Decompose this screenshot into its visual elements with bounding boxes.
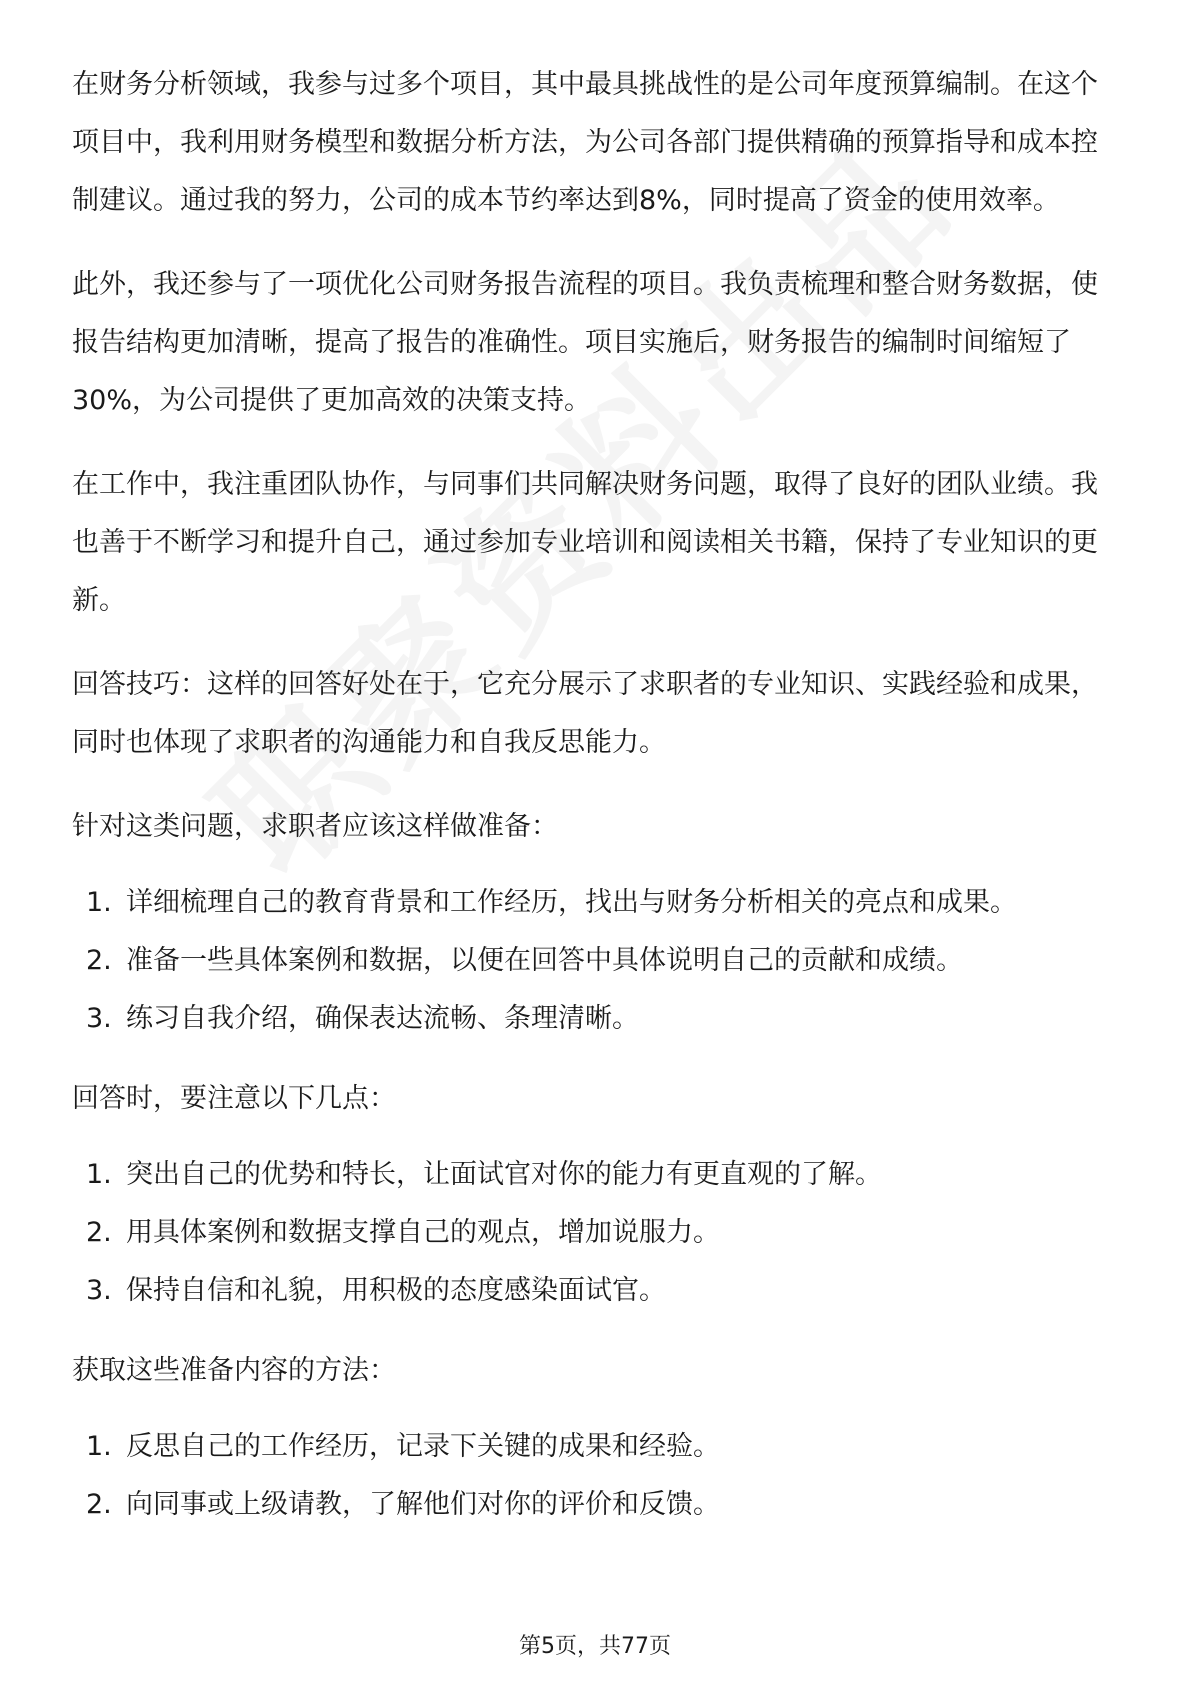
list-number: 2. <box>86 1489 112 1520</box>
list-number: 1. <box>86 1159 112 1190</box>
list-item <box>72 932 1122 990</box>
document-body <box>72 56 1122 1556</box>
list-item <box>72 1476 1122 1534</box>
list-text: 保持自信和礼貌，用积极的态度感染面试官。 <box>126 1275 666 1306</box>
list-item <box>72 1146 1122 1204</box>
list-number: 1. <box>86 1431 112 1462</box>
list-text: 详细梳理自己的教育背景和工作经历，找出与财务分析相关的亮点和成果。 <box>126 887 1017 918</box>
paragraph-methods-heading: 获取这些准备内容的方法： <box>72 1355 396 1386</box>
paragraph-project-budget: 在财务分析领域，我参与过多个项目，其中最具挑战性的是公司年度预算编制。在这个项目中，我利用财务模型和数据分析方法，为公司各部门提供精确的预算指导和成本控制建议。通过我的努力，公司的成本节约率达到8%，同时提高了资金的使用效率。 <box>72 69 1098 216</box>
list-number: 3. <box>86 1275 112 1306</box>
list-number: 2. <box>86 945 112 976</box>
list-text: 准备一些具体案例和数据，以便在回答中具体说明自己的贡献和成绩。 <box>126 945 963 976</box>
list-text: 练习自我介绍，确保表达流畅、条理清晰。 <box>126 1003 639 1034</box>
answer-notes-list <box>72 1146 1122 1320</box>
paragraph-answer-notes-heading: 回答时，要注意以下几点： <box>72 1083 396 1114</box>
paragraph-report-process: 此外，我还参与了一项优化公司财务报告流程的项目。我负责梳理和整合财务数据，使报告结构更加清晰，提高了报告的准确性。项目实施后，财务报告的编制时间缩短了30%，为公司提供了更加高效的决策支持。 <box>72 269 1098 416</box>
methods-list <box>72 1418 1122 1534</box>
list-item <box>72 874 1122 932</box>
preparation-list <box>72 874 1122 1048</box>
list-text: 反思自己的工作经历，记录下关键的成果和经验。 <box>126 1431 720 1462</box>
list-text: 向同事或上级请教，了解他们对你的评价和反馈。 <box>126 1489 720 1520</box>
list-number: 2. <box>86 1217 112 1248</box>
list-item <box>72 1204 1122 1262</box>
list-item <box>72 1262 1122 1320</box>
list-number: 3. <box>86 1003 112 1034</box>
paragraph-preparation-heading: 针对这类问题，求职者应该这样做准备： <box>72 811 558 842</box>
list-number: 1. <box>86 887 112 918</box>
list-item <box>72 1418 1122 1476</box>
paragraph-teamwork: 在工作中，我注重团队协作，与同事们共同解决财务问题，取得了良好的团队业绩。我也善于不断学习和提升自己，通过参加专业培训和阅读相关书籍，保持了专业知识的更新。 <box>72 469 1098 616</box>
list-item <box>72 990 1122 1048</box>
list-text: 用具体案例和数据支撑自己的观点，增加说服力。 <box>126 1217 720 1248</box>
page-number: 第5页，共77页 <box>519 1634 671 1659</box>
paragraph-answer-tips: 回答技巧：这样的回答好处在于，它充分展示了求职者的专业知识、实践经验和成果，同时也体现了求职者的沟通能力和自我反思能力。 <box>72 669 1098 758</box>
list-text: 突出自己的优势和特长，让面试官对你的能力有更直观的了解。 <box>126 1159 882 1190</box>
